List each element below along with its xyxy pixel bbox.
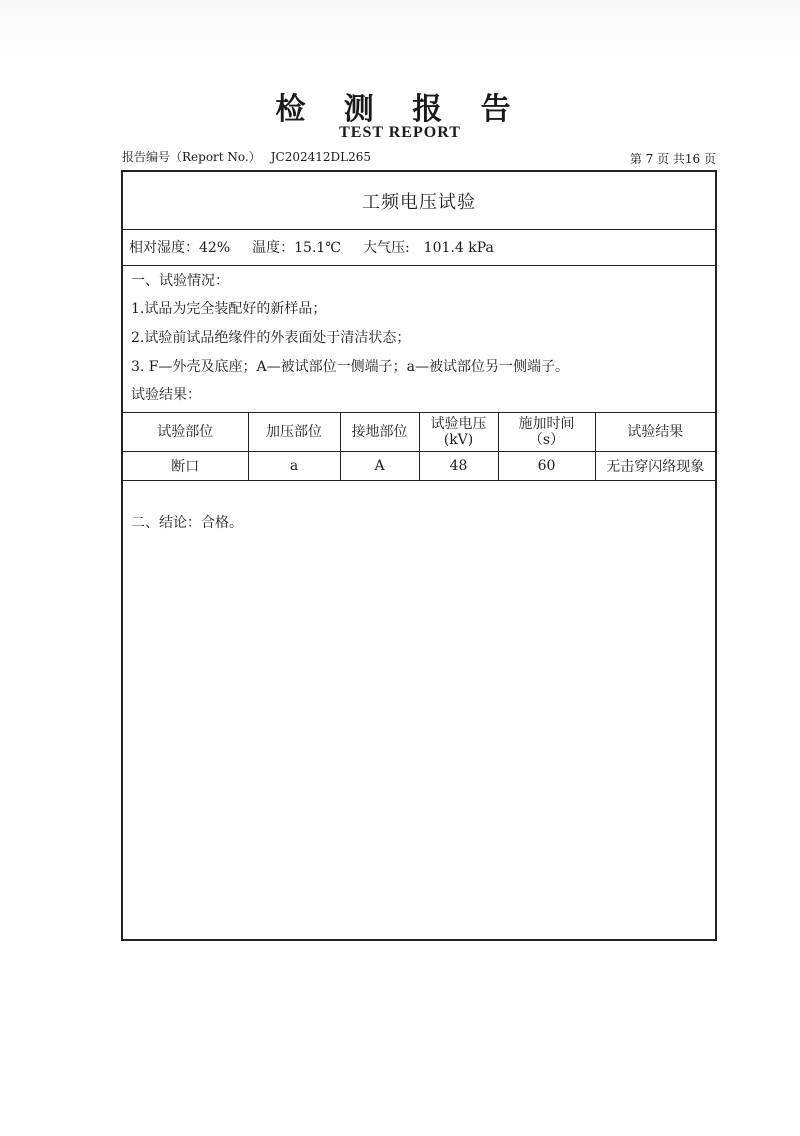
environment-row — [123, 229, 715, 266]
table-cell: 48 — [419, 452, 498, 481]
table-cell: 断口 — [123, 452, 248, 481]
report-title: 检 测 报 告 — [275, 92, 525, 127]
table-row — [123, 452, 715, 481]
conditions-heading: 一、试验情况： — [131, 273, 229, 289]
table-cell: 60 — [498, 452, 595, 481]
column-header: 试验电压 (kV) — [419, 413, 498, 452]
report-number — [122, 148, 371, 165]
results-table — [123, 412, 715, 481]
report-number-value: JC202412DL265 — [270, 150, 372, 164]
report-number-label: 报告编号（Report No.） — [122, 150, 261, 164]
column-header: 试验部位 — [123, 413, 248, 452]
column-header: 施加时间 （s） — [498, 413, 595, 452]
table-cell: a — [248, 452, 340, 481]
conclusion: 二、结论：合格。 — [131, 515, 243, 531]
table-cell: A — [340, 452, 419, 481]
column-header: 接地部位 — [340, 413, 419, 452]
table-header-row — [123, 413, 715, 452]
humidity: 相对湿度：42% — [129, 240, 231, 256]
results-label: 试验结果： — [131, 387, 201, 403]
condition-item: 1.试品为完全装配好的新样品； — [131, 301, 327, 317]
report-frame — [121, 170, 717, 941]
column-header: 试验结果 — [595, 413, 715, 452]
condition-item: 2.试验前试品绝缘件的外表面处于清洁状态； — [131, 330, 411, 346]
scan-shadow — [0, 0, 800, 60]
condition-item: 3. F—外壳及底座；A—被试部位一侧端子；a—被试部位另一侧端子。 — [131, 359, 569, 375]
table-cell: 无击穿闪络现象 — [595, 452, 715, 481]
section-title: 工频电压试验 — [123, 172, 715, 230]
report-title-english: TEST REPORT — [339, 124, 461, 141]
column-header: 加压部位 — [248, 413, 340, 452]
temperature: 温度：15.1℃ — [252, 240, 341, 256]
pressure: 大气压: 101.4 kPa — [362, 240, 494, 256]
page-info: 第 7 页 共16 页 — [629, 152, 716, 166]
